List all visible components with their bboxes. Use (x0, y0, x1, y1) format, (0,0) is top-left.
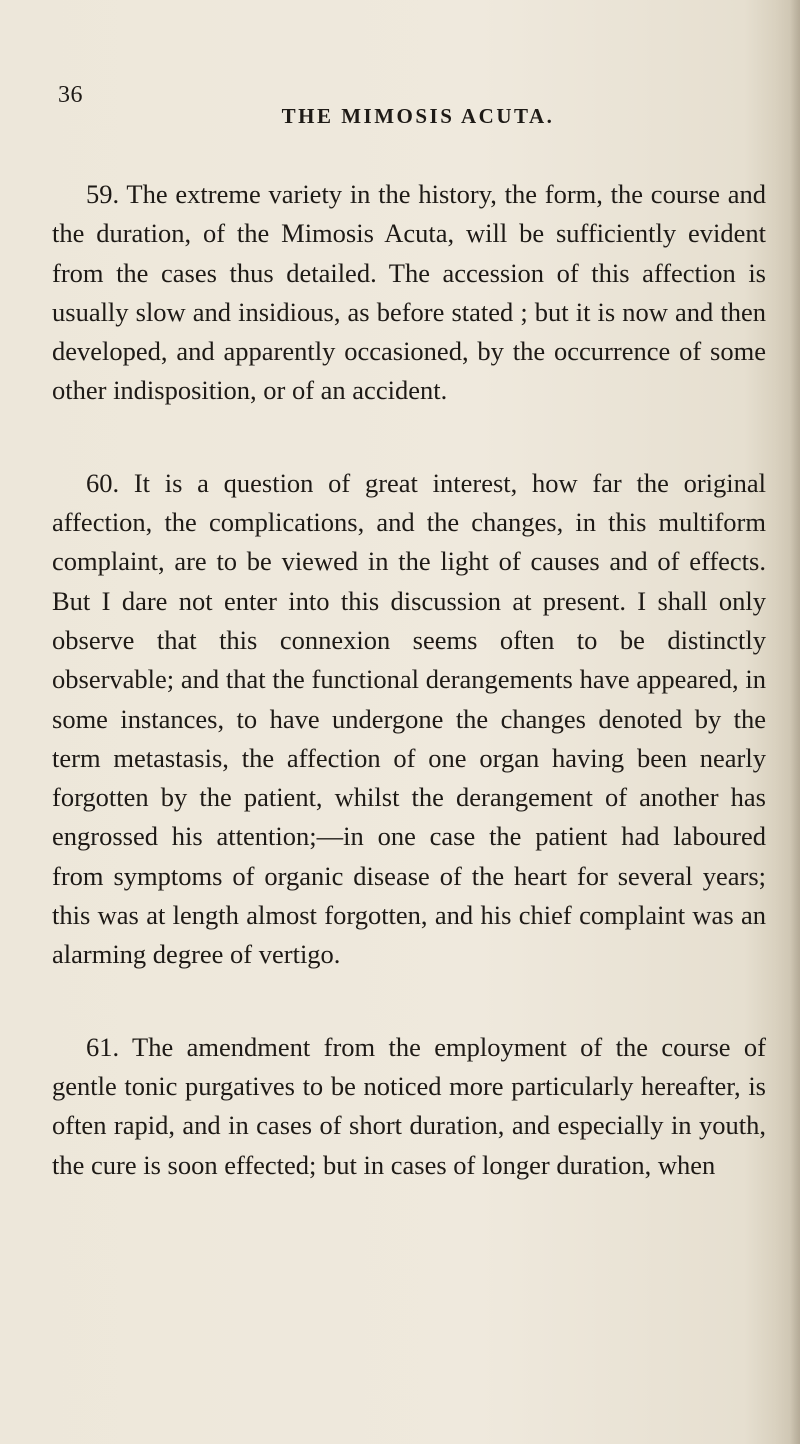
body-text (52, 175, 766, 1185)
paragraph-60: 60. It is a question of great interest, how far the original affection, the complications, and the changes, in this multiform complaint, are to be viewed in the light of causes and of effects. But I dare not enter into this discussion at present. I shall only observe that this connexion seems often to be distinctly observable; and that the functional derangements have appeared, in some instances, to have undergone the changes denoted by the term metastasis, the affection of one organ having been nearly forgotten by the patient, whilst the derangement of another has engrossed his attention;—in one case the patient had laboured from symptoms of organic disease of the heart for several years; this was at length almost forgotten, and his chief complaint was an alarming degree of vertigo. (52, 467, 766, 970)
page-header (58, 82, 778, 128)
paragraph-61: 61. The amendment from the employment of the course of gentle tonic purgatives to be noticed more particularly hereafter, is often rapid, and in cases of short duration, and especially in youth, the cure is soon effected; but in cases of longer duration, when (52, 1031, 766, 1180)
paragraph-59: 59. The extreme variety in the history, the form, the course and the duration, of the Mimosis Acuta, will be sufficiently evident from the cases thus detailed. The accession of this affection is usually slow and insidious, as before stated ; but it is now and then developed, and apparently occasioned, by the occurrence of some other indisposition, or of an accident. (52, 179, 766, 406)
running-title: THE MIMOSIS ACUTA. (281, 104, 555, 128)
page-edge-shadow (790, 0, 800, 1444)
page-number: 36 (58, 82, 83, 108)
